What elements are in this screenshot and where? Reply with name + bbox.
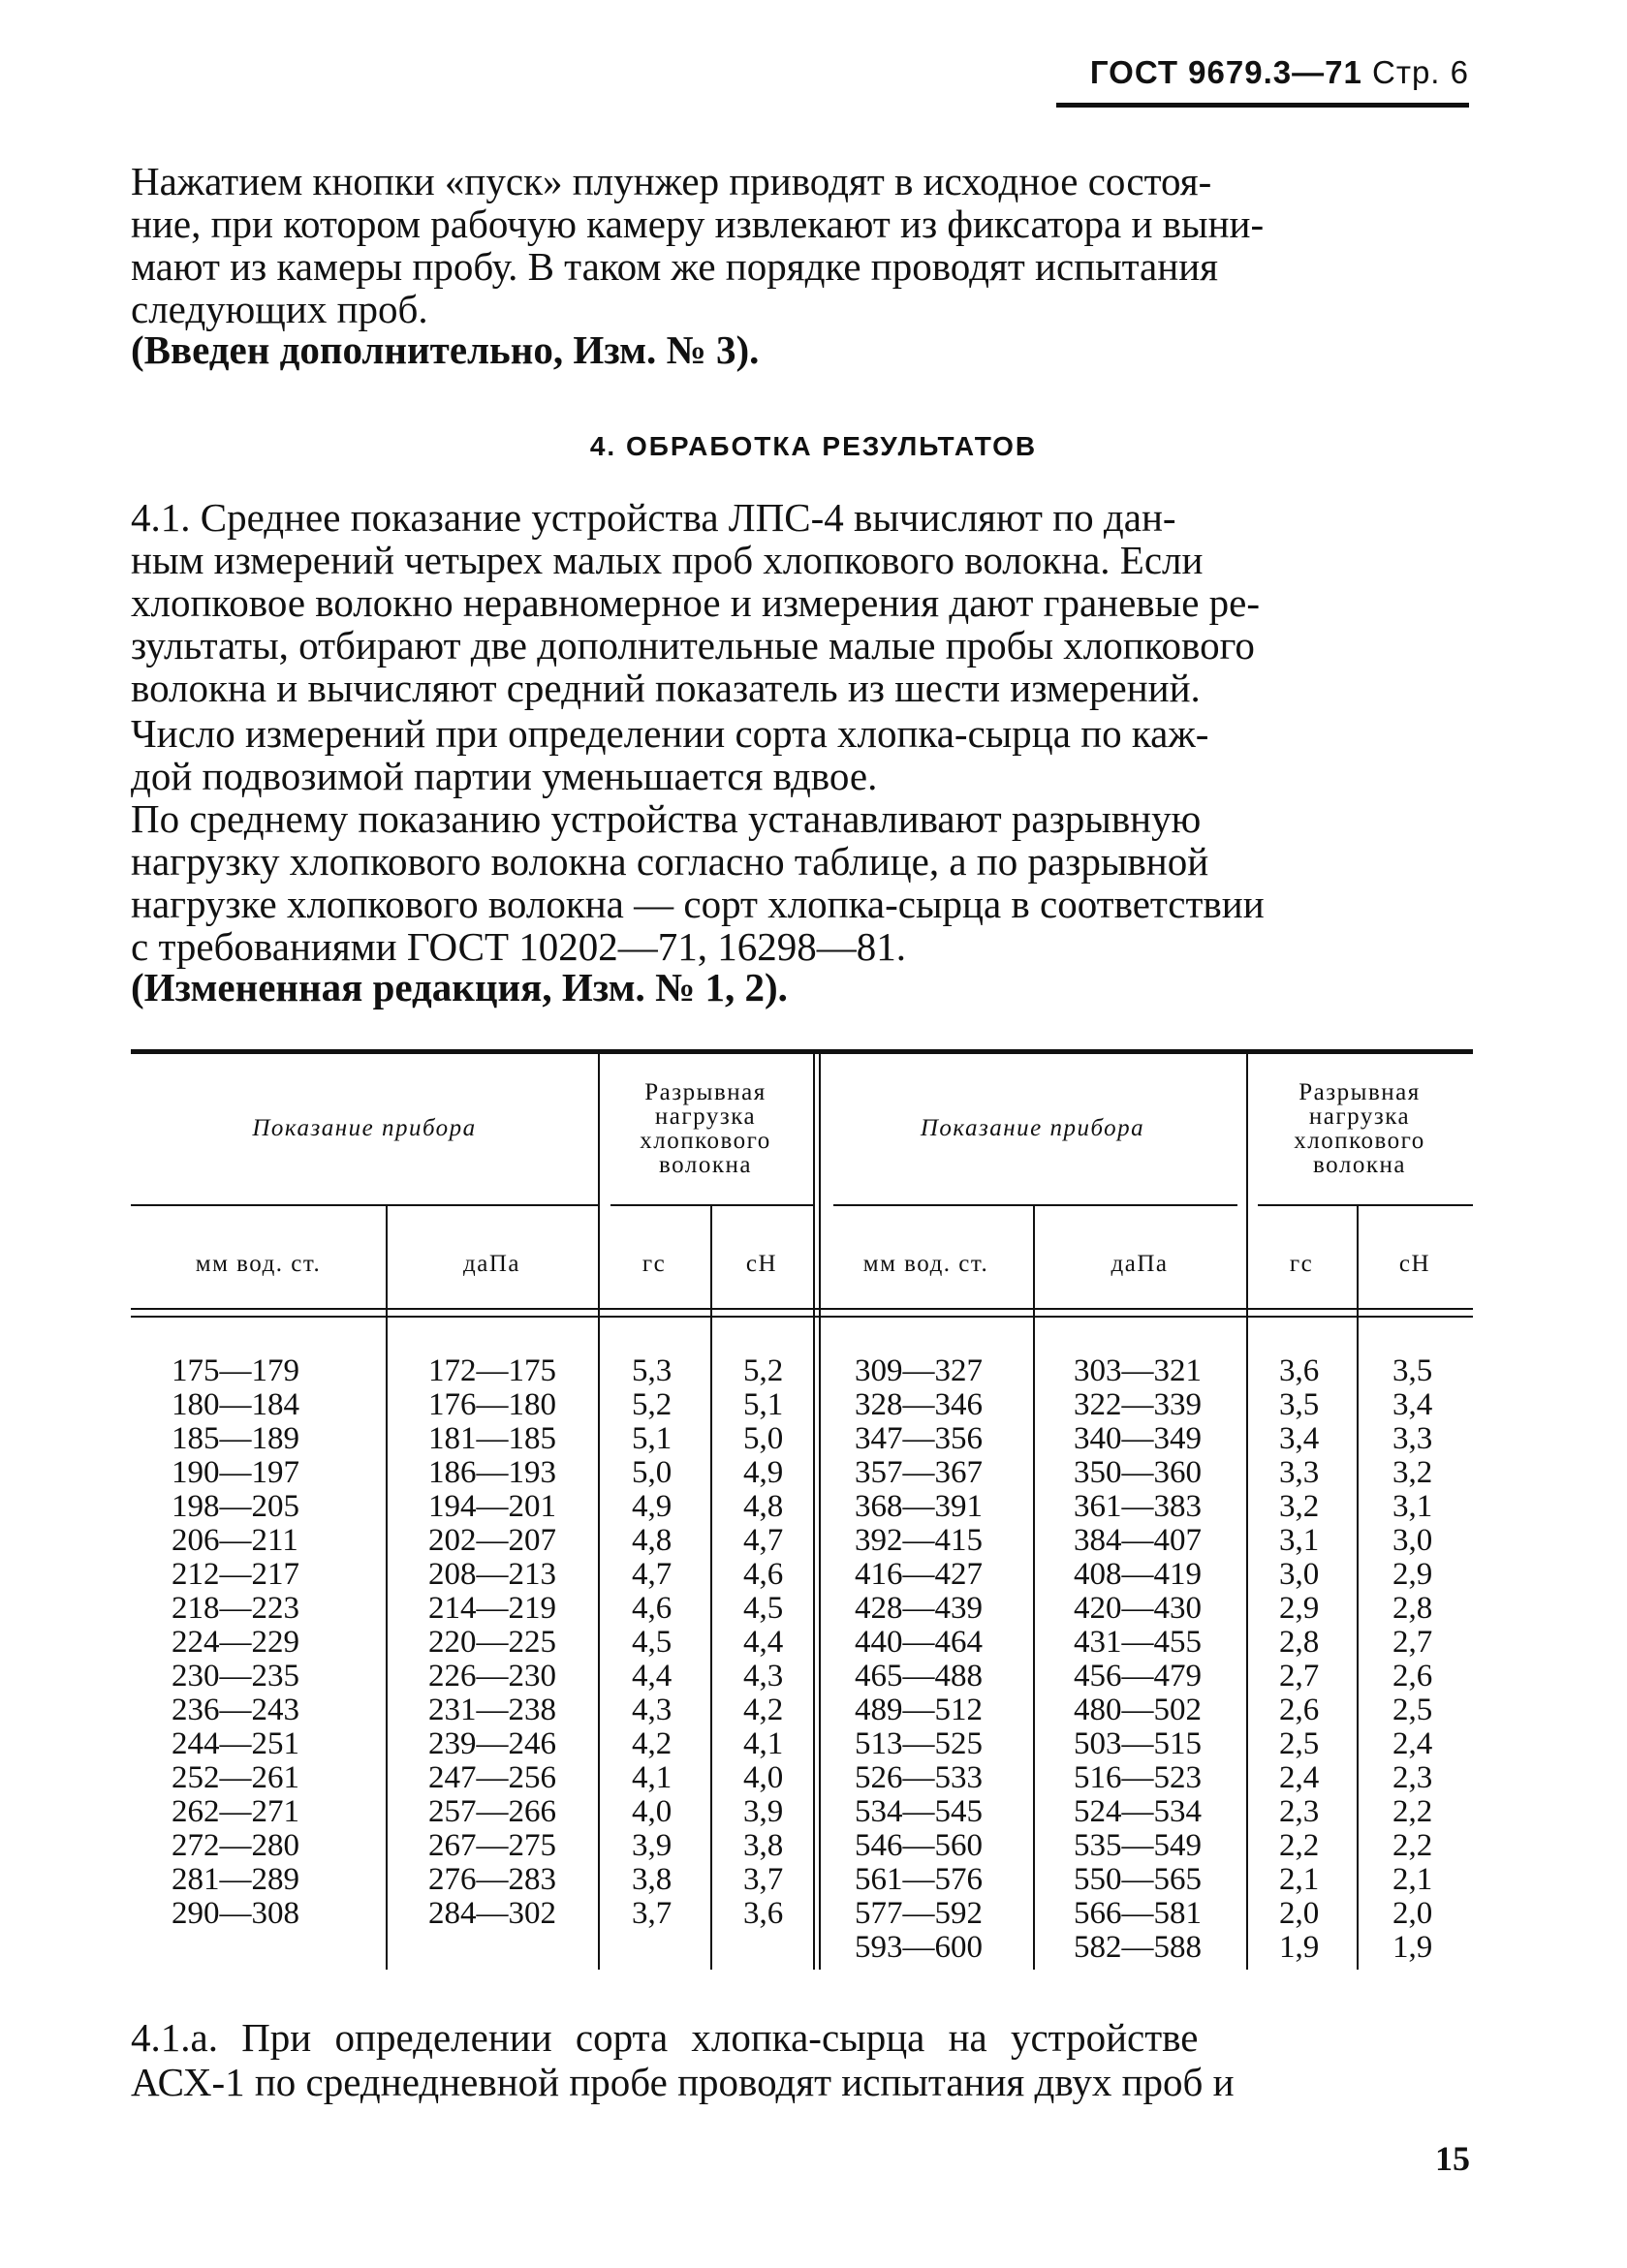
table-rule <box>131 1204 598 1206</box>
table-cell: 3,6 <box>743 1896 784 1931</box>
unit-dapa: даПа <box>463 1251 520 1277</box>
table-cell: 3,0 <box>1279 1557 1320 1592</box>
table-cell: 5,1 <box>632 1421 673 1456</box>
text-line: Нажатием кнопки «пуск» плунжер приводят в исходное состоя- <box>131 159 1212 203</box>
table-rule <box>131 1308 1473 1310</box>
table-cell: 361—383 <box>1074 1489 1202 1524</box>
text-line: ным измерений четырех малых проб хлопкового волокна. Если <box>131 538 1204 582</box>
table-cell: 4,9 <box>632 1489 673 1524</box>
table-cell: 4,1 <box>743 1726 784 1761</box>
header-line: волокна <box>659 1152 752 1178</box>
table-cell: 408—419 <box>1074 1557 1202 1592</box>
table-divider <box>1357 1206 1359 1970</box>
table-cell: 546—560 <box>855 1828 983 1863</box>
table-cell: 3,4 <box>1392 1387 1433 1422</box>
table-cell: 4,3 <box>743 1659 784 1693</box>
table-cell: 303—321 <box>1074 1353 1202 1388</box>
table-cell: 208—213 <box>428 1557 556 1592</box>
table-divider <box>386 1206 388 1970</box>
column-left-gs <box>632 1354 672 1931</box>
table-cell: 4,5 <box>743 1591 784 1626</box>
table-cell: 252—261 <box>172 1760 299 1795</box>
header-line: хлопкового <box>640 1128 771 1154</box>
table-cell: 2,8 <box>1392 1591 1433 1626</box>
paragraph-count <box>131 712 1468 797</box>
table-cell: 220—225 <box>428 1625 556 1660</box>
unit-sn: сН <box>1398 1251 1431 1277</box>
table-cell: 212—217 <box>172 1557 299 1592</box>
table-cell: 4,2 <box>632 1726 673 1761</box>
table-cell: 284—302 <box>428 1896 556 1931</box>
table-cell: 534—545 <box>855 1794 983 1829</box>
table-cell: 247—256 <box>428 1760 556 1795</box>
table-cell: 4,0 <box>743 1760 784 1795</box>
table-cell: 4,3 <box>632 1693 673 1727</box>
table-cell: 257—266 <box>428 1794 556 1829</box>
table-cell: 2,4 <box>1279 1760 1320 1795</box>
column-left-dapa <box>428 1354 556 1931</box>
section-title: 4. ОБРАБОТКА РЕЗУЛЬТАТОВ <box>589 431 1038 461</box>
table-cell: 5,2 <box>632 1387 673 1422</box>
table-cell: 322—339 <box>1074 1387 1202 1422</box>
text-line: волокна и вычисляют средний показатель из шести измерений. <box>131 666 1201 710</box>
table-cell: 218—223 <box>172 1591 299 1626</box>
table-cell: 2,8 <box>1279 1625 1320 1660</box>
table-divider <box>813 1054 815 1970</box>
table-cell: 2,9 <box>1279 1591 1320 1626</box>
table-cell: 224—229 <box>172 1625 299 1660</box>
column-right-mm <box>855 1354 983 1965</box>
table-cell: 4,0 <box>632 1794 673 1829</box>
header-reading-left: Показание прибора <box>252 1115 477 1141</box>
table-rule <box>833 1204 1237 1206</box>
table-cell: 4,4 <box>632 1659 673 1693</box>
text-line: хлопковое волокно неравномерное и измерения дают граневые ре- <box>131 580 1261 625</box>
table-rule <box>610 1204 813 1206</box>
table-cell: 456—479 <box>1074 1659 1202 1693</box>
header-line: Разрывная <box>644 1079 767 1105</box>
table-cell: 4,6 <box>632 1591 673 1626</box>
table-cell: 524—534 <box>1074 1794 1202 1829</box>
table-cell: 3,8 <box>743 1828 784 1863</box>
table-cell: 480—502 <box>1074 1693 1202 1727</box>
table-cell: 384—407 <box>1074 1523 1202 1558</box>
table-cell: 593—600 <box>855 1930 983 1965</box>
text-line: зультаты, отбирают две дополнительные малые пробы хлопкового <box>131 623 1255 668</box>
table-cell: 231—238 <box>428 1693 556 1727</box>
header-line: нагрузка <box>1308 1103 1411 1130</box>
table-cell: 198—205 <box>172 1489 299 1524</box>
table-cell: 281—289 <box>172 1862 299 1897</box>
table-rule <box>1258 1204 1473 1206</box>
text-line: с требованиями ГОСТ 10202—71, 16298—81. <box>131 924 907 969</box>
table-cell: 561—576 <box>855 1862 983 1897</box>
page-label: Стр. 6 <box>1372 54 1469 90</box>
table-cell: 4,1 <box>632 1760 673 1795</box>
table-cell: 3,7 <box>743 1862 784 1897</box>
table-divider <box>1246 1054 1248 1970</box>
table-cell: 194—201 <box>428 1489 556 1524</box>
text-line: следующих проб. <box>131 287 428 331</box>
table-cell: 4,9 <box>743 1455 784 1490</box>
table-cell: 3,9 <box>632 1828 673 1863</box>
table-cell: 4,2 <box>743 1693 784 1727</box>
table-cell: 2,3 <box>1279 1794 1320 1829</box>
table-cell: 2,2 <box>1392 1828 1433 1863</box>
text-line: АСХ-1 по среднедневной пробе проводят испытания двух проб и <box>131 2060 1235 2104</box>
table-cell: 3,9 <box>743 1794 784 1829</box>
table-cell: 5,0 <box>632 1455 673 1490</box>
table-cell: 1,9 <box>1279 1930 1320 1965</box>
table-cell: 202—207 <box>428 1523 556 1558</box>
text-line: дой подвозимой партии уменьшается вдвое. <box>131 754 878 798</box>
text-line: ние, при котором рабочую камеру извлекают из фиксатора и выни- <box>131 202 1265 246</box>
text-line: нагрузке хлопкового волокна — сорт хлопка-сырца в соответствии <box>131 882 1265 926</box>
header-line: хлопкового <box>1294 1128 1425 1154</box>
unit-mm: мм вод. ст. <box>862 1251 989 1277</box>
table-rule <box>131 1316 1473 1318</box>
table-cell: 2,7 <box>1392 1625 1433 1660</box>
table-cell: 2,1 <box>1392 1862 1433 1897</box>
table-cell: 465—488 <box>855 1659 983 1693</box>
table-cell: 2,7 <box>1279 1659 1320 1693</box>
table-cell: 526—533 <box>855 1760 983 1795</box>
intro-amendment: (Введен дополнительно, Изм. № 3). <box>131 327 760 372</box>
table-cell: 236—243 <box>172 1693 299 1727</box>
text-line: мают из камеры пробу. В таком же порядке проводят испытания <box>131 244 1218 289</box>
intro-paragraph <box>131 160 1468 330</box>
table-cell: 2,5 <box>1279 1726 1320 1761</box>
table-cell: 4,6 <box>743 1557 784 1592</box>
header-load-right <box>1246 1080 1473 1177</box>
table-cell: 392—415 <box>855 1523 983 1558</box>
header-line: Разрывная <box>1298 1079 1421 1105</box>
table-cell: 503—515 <box>1074 1726 1202 1761</box>
table-cell: 2,0 <box>1279 1896 1320 1931</box>
table-cell: 181—185 <box>428 1421 556 1456</box>
table-cell: 180—184 <box>172 1387 299 1422</box>
table-cell: 5,2 <box>743 1353 784 1388</box>
table-cell: 2,5 <box>1392 1693 1433 1727</box>
table-cell: 2,3 <box>1392 1760 1433 1795</box>
unit-sn: сН <box>745 1251 778 1277</box>
table-cell: 206—211 <box>172 1523 298 1558</box>
column-left-sn <box>743 1354 783 1931</box>
table-cell: 3,7 <box>632 1896 673 1931</box>
table-cell: 3,3 <box>1392 1421 1433 1456</box>
table-cell: 420—430 <box>1074 1591 1202 1626</box>
table-cell: 2,6 <box>1392 1659 1433 1693</box>
paragraph-4-1 <box>131 496 1468 709</box>
table-cell: 3,4 <box>1279 1421 1320 1456</box>
table-divider <box>819 1054 821 1970</box>
table-cell: 416—427 <box>855 1557 983 1592</box>
table-cell: 440—464 <box>855 1625 983 1660</box>
table-divider <box>1033 1206 1035 1970</box>
table-cell: 368—391 <box>855 1489 983 1524</box>
table-cell: 4,5 <box>632 1625 673 1660</box>
table-cell: 244—251 <box>172 1726 299 1761</box>
header-rule <box>1056 103 1469 108</box>
header-line: волокна <box>1313 1152 1406 1178</box>
table-cell: 431—455 <box>1074 1625 1202 1660</box>
table-cell: 1,9 <box>1392 1930 1433 1965</box>
unit-mm: мм вод. ст. <box>195 1251 322 1277</box>
table-cell: 582—588 <box>1074 1930 1202 1965</box>
table-cell: 428—439 <box>855 1591 983 1626</box>
table-cell: 4,8 <box>743 1489 784 1524</box>
table-cell: 3,1 <box>1279 1523 1320 1558</box>
table-cell: 3,5 <box>1392 1353 1433 1388</box>
table-cell: 513—525 <box>855 1726 983 1761</box>
table-cell: 290—308 <box>172 1896 299 1931</box>
table-cell: 4,4 <box>743 1625 784 1660</box>
table-cell: 535—549 <box>1074 1828 1202 1863</box>
table-cell: 357—367 <box>855 1455 983 1490</box>
column-left-mm <box>172 1354 299 1931</box>
table-cell: 3,3 <box>1279 1455 1320 1490</box>
column-right-gs <box>1279 1354 1319 1965</box>
table-cell: 2,1 <box>1279 1862 1320 1897</box>
table-cell: 309—327 <box>855 1353 983 1388</box>
table-cell: 272—280 <box>172 1828 299 1863</box>
table-cell: 5,3 <box>632 1353 673 1388</box>
table-cell: 2,2 <box>1392 1794 1433 1829</box>
table-cell: 489—512 <box>855 1693 983 1727</box>
table-cell: 328—346 <box>855 1387 983 1422</box>
table-cell: 2,9 <box>1392 1557 1433 1592</box>
table-cell: 267—275 <box>428 1828 556 1863</box>
page-header <box>1090 54 1469 91</box>
table-cell: 3,5 <box>1279 1387 1320 1422</box>
paragraph-4-1-a <box>131 2015 1478 2104</box>
table-cell: 175—179 <box>172 1353 299 1388</box>
table-cell: 2,4 <box>1392 1726 1433 1761</box>
table-cell: 176—180 <box>428 1387 556 1422</box>
table-cell: 3,0 <box>1392 1523 1433 1558</box>
page-number: 15 <box>1435 2139 1470 2178</box>
table-cell: 230—235 <box>172 1659 299 1693</box>
table-divider <box>598 1054 600 1970</box>
table-cell: 276—283 <box>428 1862 556 1897</box>
table-cell: 3,2 <box>1392 1455 1433 1490</box>
table-cell: 340—349 <box>1074 1421 1202 1456</box>
header-load-left <box>598 1080 813 1177</box>
table-cell: 566—581 <box>1074 1896 1202 1931</box>
table-cell: 5,1 <box>743 1387 784 1422</box>
table-cell: 214—219 <box>428 1591 556 1626</box>
gost-number: ГОСТ 9679.3—71 <box>1089 54 1362 90</box>
text-line: нагрузку хлопкового волокна согласно таблице, а по разрывной <box>131 839 1209 884</box>
text-line: 4.1.а. При определении сорта хлопка-сырца на устройстве <box>131 2015 1199 2060</box>
table-cell: 262—271 <box>172 1794 299 1829</box>
table-cell: 185—189 <box>172 1421 299 1456</box>
unit-gs: гс <box>1289 1251 1314 1277</box>
table-cell: 5,0 <box>743 1421 784 1456</box>
column-right-dapa <box>1074 1354 1202 1965</box>
header-reading-right: Показание прибора <box>920 1115 1145 1141</box>
table-cell: 2,0 <box>1392 1896 1433 1931</box>
table-cell: 3,8 <box>632 1862 673 1897</box>
table-cell: 2,6 <box>1279 1693 1320 1727</box>
unit-gs: гс <box>641 1251 667 1277</box>
section-amendment: (Измененная редакция, Изм. № 1, 2). <box>131 965 788 1010</box>
table-cell: 350—360 <box>1074 1455 1202 1490</box>
table-cell: 239—246 <box>428 1726 556 1761</box>
table-cell: 190—197 <box>172 1455 299 1490</box>
table-cell: 3,2 <box>1279 1489 1320 1524</box>
table-cell: 172—175 <box>428 1353 556 1388</box>
table-cell: 4,7 <box>632 1557 673 1592</box>
table-divider <box>710 1206 712 1970</box>
table-cell: 3,6 <box>1279 1353 1320 1388</box>
table-cell: 3,1 <box>1392 1489 1433 1524</box>
table-cell: 4,8 <box>632 1523 673 1558</box>
table-top-rule <box>131 1049 1473 1054</box>
table-cell: 4,7 <box>743 1523 784 1558</box>
table-cell: 550—565 <box>1074 1862 1202 1897</box>
table-cell: 2,2 <box>1279 1828 1320 1863</box>
text-line: 4.1. Среднее показание устройства ЛПС-4 вычисляют по дан- <box>131 495 1176 540</box>
paragraph-average <box>131 797 1468 968</box>
table-cell: 516—523 <box>1074 1760 1202 1795</box>
header-line: нагрузка <box>654 1103 757 1130</box>
unit-dapa: даПа <box>1111 1251 1169 1277</box>
table-cell: 186—193 <box>428 1455 556 1490</box>
text-line: По среднему показанию устройства устанавливают разрывную <box>131 796 1202 841</box>
table-cell: 347—356 <box>855 1421 983 1456</box>
column-right-sn <box>1392 1354 1432 1965</box>
table-cell: 577—592 <box>855 1896 983 1931</box>
table-cell: 226—230 <box>428 1659 556 1693</box>
text-line: Число измерений при определении сорта хлопка-сырца по каж- <box>131 711 1209 756</box>
